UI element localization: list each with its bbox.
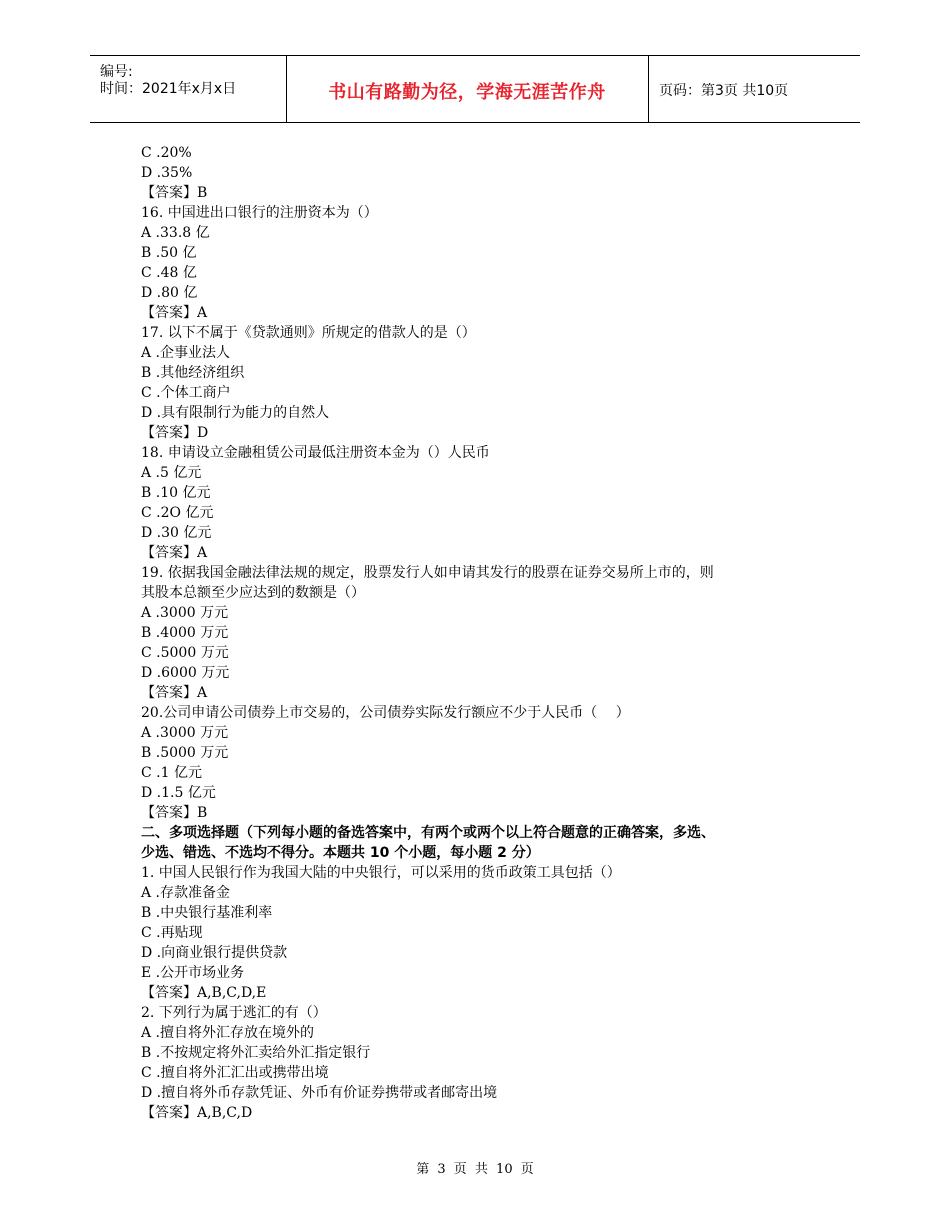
text-line: 18. 申请设立金融租赁公司最低注册资本金为（）人民币: [141, 445, 490, 461]
page-code: 页码：第3页 共10页: [659, 83, 789, 99]
text-line: 【答案】A: [141, 545, 208, 561]
text-line: 【答案】A: [141, 685, 208, 701]
text-line: A .3000 万元: [141, 725, 229, 741]
text-line: 【答案】B: [141, 805, 208, 821]
text-line: D .6000 万元: [141, 665, 230, 681]
text-line: C .2O 亿元: [141, 505, 214, 521]
text-line: A .存款准备金: [141, 885, 231, 901]
text-line: 少选、错选、不选均不得分。本题共 10 个小题，每小题 2 分）: [141, 845, 540, 861]
text-line: 20.公司申请公司债券上市交易的，公司债券实际发行额应不少于人民币（ ）: [141, 705, 630, 721]
text-line: B .其他经济组织: [141, 365, 245, 381]
text-line: A .擅自将外汇存放在境外的: [141, 1025, 315, 1041]
text-line: C .5000 万元: [141, 645, 229, 661]
text-line: D .80 亿: [141, 285, 198, 301]
text-line: 2. 下列行为属于逃汇的有（）: [141, 1005, 327, 1021]
text-line: B .50 亿: [141, 245, 197, 261]
text-line: C .48 亿: [141, 265, 197, 281]
text-line: A .33.8 亿: [141, 225, 210, 241]
text-line: A .企事业法人: [141, 345, 231, 361]
text-line: 二、多项选择题（下列每小题的备选答案中，有两个或两个以上符合题意的正确答案，多选、: [141, 825, 715, 841]
header-motto-cell: [286, 56, 649, 122]
text-line: C .再贴现: [141, 925, 203, 941]
document-body: [141, 143, 821, 1123]
text-line: D .擅自将外币存款凭证、外币有价证券携带或者邮寄出境: [141, 1085, 498, 1101]
text-line: 【答案】A: [141, 305, 208, 321]
text-line: D .向商业银行提供贷款: [141, 945, 288, 961]
header-info-cell: [90, 56, 287, 122]
text-line: D .35%: [141, 165, 193, 181]
text-line: B .中央银行基准利率: [141, 905, 273, 921]
text-line: 【答案】D: [141, 425, 209, 441]
text-line: 19. 依据我国金融法律法规的规定，股票发行人如申请其发行的股票在证券交易所上市的，则: [141, 565, 714, 581]
text-line: D .30 亿元: [141, 525, 212, 541]
text-line: D .具有限制行为能力的自然人: [141, 405, 330, 421]
text-line: A .5 亿元: [141, 465, 202, 481]
motto: 书山有路勤为径，学海无涯苦作舟: [328, 82, 606, 103]
text-line: B .5000 万元: [141, 745, 229, 761]
page-header: [90, 55, 860, 123]
text-line: E .公开市场业务: [141, 965, 245, 981]
text-line: C .个体工商户: [141, 385, 231, 401]
text-line: B .不按规定将外汇卖给外汇指定银行: [141, 1045, 371, 1061]
text-line: C .擅自将外汇汇出或携带出境: [141, 1065, 329, 1081]
number-label: 编号:: [100, 64, 133, 80]
text-line: B .10 亿元: [141, 485, 211, 501]
text-line: 【答案】A,B,C,D,E: [141, 985, 267, 1001]
page-footer: 第 3 页 共 10 页: [416, 1162, 534, 1177]
text-line: 1. 中国人民银行作为我国大陆的中央银行，可以采用的货币政策工具包括（）: [141, 865, 621, 881]
text-line: 其股本总额至少应达到的数额是（）: [141, 585, 365, 601]
text-line: 16. 中国进出口银行的注册资本为（）: [141, 205, 378, 221]
text-line: C .20%: [141, 145, 192, 161]
text-line: C .1 亿元: [141, 765, 202, 781]
time-label: 时间：2021年x月x日: [100, 81, 237, 97]
text-line: 【答案】A,B,C,D: [141, 1105, 253, 1121]
text-line: 【答案】B: [141, 185, 208, 201]
text-line: D .1.5 亿元: [141, 785, 216, 801]
text-line: A .3000 万元: [141, 605, 229, 621]
text-line: B .4000 万元: [141, 625, 229, 641]
header-page-cell: [649, 56, 860, 122]
text-line: 17. 以下不属于《贷款通则》所规定的借款人的是（）: [141, 325, 476, 341]
